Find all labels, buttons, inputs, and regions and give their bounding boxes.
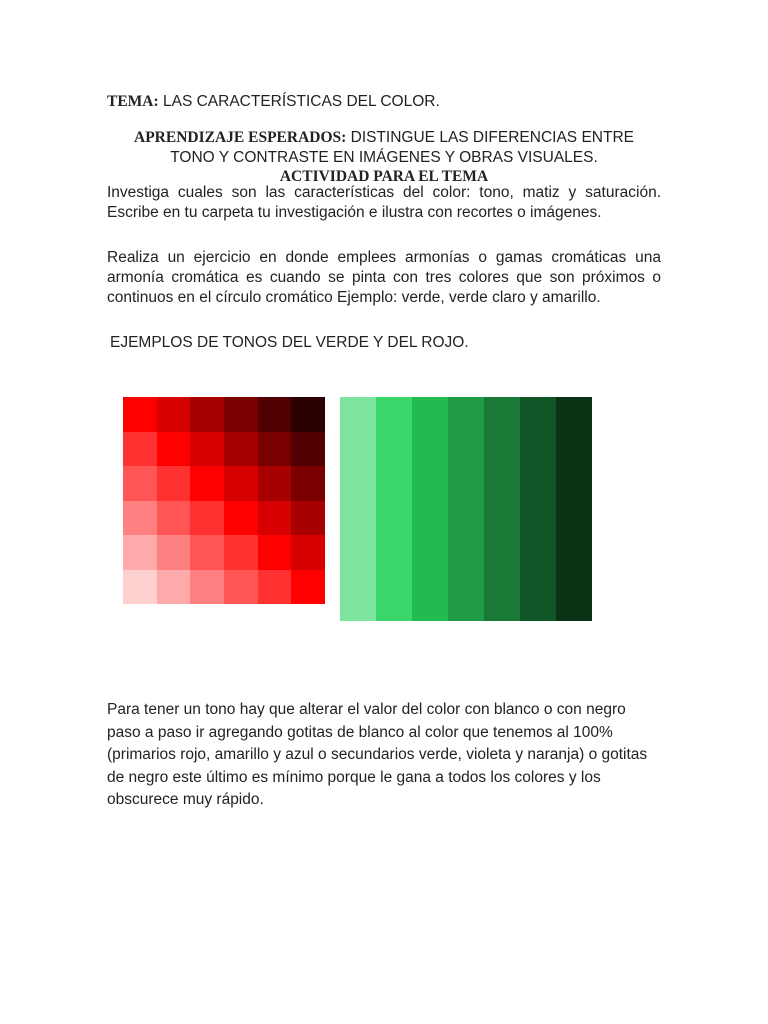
red-swatch	[291, 535, 325, 570]
tema-line	[107, 92, 440, 112]
aprendizaje-label: APRENDIZAJE ESPERADOS:	[134, 129, 347, 146]
paragraph-3-line: paso a paso ir agregando gotitas de blanco al color que tenemos al 100%	[107, 723, 613, 741]
red-swatch	[157, 535, 191, 570]
paragraph-2-line: armonía cromática es cuando se pinta con tres colores que son próximos o	[107, 269, 661, 286]
red-swatch	[157, 397, 191, 432]
red-swatch	[190, 501, 224, 536]
paragraph-2-line: continuos en el círculo cromático Ejemplo: verde, verde claro y amarillo.	[107, 289, 601, 306]
red-swatch	[258, 535, 292, 570]
paragraph-1	[107, 183, 661, 223]
paragraph-2	[107, 248, 661, 308]
red-swatch	[291, 432, 325, 467]
red-swatch	[157, 432, 191, 467]
red-swatch	[123, 432, 157, 467]
paragraph-2-line: Realiza un ejercicio en donde emplees armonías o gamas cromáticas una	[107, 249, 661, 266]
red-swatch	[224, 432, 258, 467]
red-swatch	[258, 570, 292, 605]
paragraph-3	[107, 699, 667, 812]
red-swatch	[258, 432, 292, 467]
green-swatch	[412, 397, 448, 621]
red-swatch	[291, 397, 325, 432]
red-swatch	[157, 501, 191, 536]
paragraph-1-line: Escribe en tu carpeta tu investigación e ilustra con recortes o imágenes.	[107, 204, 602, 221]
red-swatch	[291, 501, 325, 536]
red-swatch	[258, 397, 292, 432]
red-swatch	[157, 466, 191, 501]
red-swatch	[224, 501, 258, 536]
green-swatch	[448, 397, 484, 621]
red-swatch	[258, 501, 292, 536]
red-tones-grid	[123, 397, 325, 604]
red-swatch	[123, 466, 157, 501]
red-swatch	[224, 397, 258, 432]
red-swatch	[123, 535, 157, 570]
examples-heading: EJEMPLOS DE TONOS DEL VERDE Y DEL ROJO.	[110, 334, 469, 351]
red-swatch	[157, 570, 191, 605]
tema-label: TEMA:	[107, 93, 159, 110]
paragraph-3-line: Para tener un tono hay que alterar el valor del color con blanco o con negro	[107, 701, 626, 718]
red-swatch	[190, 466, 224, 501]
red-swatch	[123, 397, 157, 432]
red-swatch	[190, 432, 224, 467]
red-swatch	[123, 570, 157, 605]
actividad-title: ACTIVIDAD PARA EL TEMA	[279, 168, 489, 185]
paragraph-3-line: obscurece muy rápido.	[107, 791, 264, 808]
paragraph-3-line: de negro este último es mínimo porque le gana a todos los colores y los	[107, 768, 601, 786]
red-swatch	[224, 535, 258, 570]
red-swatch	[123, 501, 157, 536]
green-tones-strip	[340, 397, 592, 621]
red-swatch	[224, 570, 258, 605]
green-swatch	[484, 397, 520, 621]
aprendizaje-text-1: DISTINGUE LAS DIFERENCIAS ENTRE	[350, 129, 634, 146]
red-swatch	[190, 397, 224, 432]
tema-text: LAS CARACTERÍSTICAS DEL COLOR.	[162, 93, 440, 110]
aprendizaje-line-1	[107, 128, 661, 148]
red-swatch	[291, 570, 325, 605]
paragraph-3-line: (primarios rojo, amarillo y azul o secundarios verde, violeta y naranja) o gotitas	[107, 746, 648, 763]
red-swatch	[190, 535, 224, 570]
paragraph-1-line: Investiga cuales son las características del color: tono, matiz y saturación.	[107, 184, 661, 201]
red-swatch	[190, 570, 224, 605]
green-swatch	[556, 397, 592, 621]
red-swatch	[258, 466, 292, 501]
green-swatch	[340, 397, 376, 621]
red-swatch	[224, 466, 258, 501]
green-swatch	[520, 397, 556, 621]
green-swatch	[376, 397, 412, 621]
aprendizaje-line-2: TONO Y CONTRASTE EN IMÁGENES Y OBRAS VISUALES.	[170, 149, 598, 166]
red-swatch	[291, 466, 325, 501]
